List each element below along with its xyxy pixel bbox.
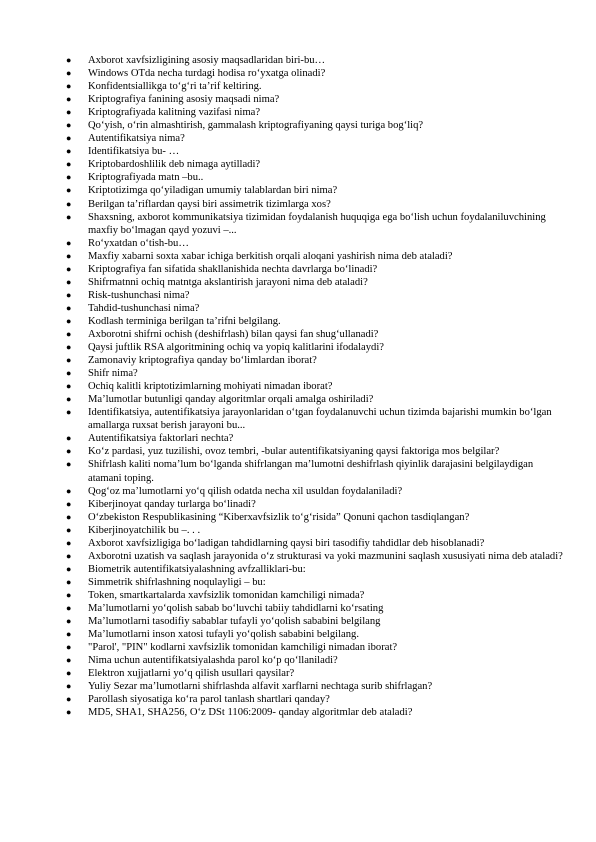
list-item — [68, 380, 568, 393]
list-item — [68, 119, 568, 132]
question-text: Konfidentsiallikga to‘g‘ri ta’rif keltiring. — [88, 81, 262, 93]
list-item — [68, 315, 568, 328]
list-item — [68, 589, 568, 602]
list-item — [68, 54, 568, 67]
question-text: Nima uchun autentifikatsiyalashda parol ko‘p qo‘llaniladi? — [88, 655, 338, 667]
list-item — [68, 354, 568, 367]
bullet-icon: ● — [66, 642, 72, 653]
bullet-icon: ● — [66, 159, 72, 170]
question-text: Kriptografiyada matn –bu.. — [88, 172, 204, 184]
bullet-icon: ● — [66, 342, 72, 353]
bullet-icon: ● — [66, 68, 72, 79]
question-text: Ma’lumotlarni tasodifiy sabablar tufayli yo‘qolish sababini belgilang — [88, 616, 381, 628]
question-text: Shifrlash kaliti noma’lum bo‘lganda shifrlangan ma’lumotni deshifrlash qiyinlik darajasini belgilaydigan atamani toping. — [88, 459, 534, 484]
list-item — [68, 367, 568, 380]
list-item — [68, 237, 568, 250]
list-item — [68, 93, 568, 106]
list-item — [68, 680, 568, 693]
list-item — [68, 667, 568, 680]
bullet-icon: ● — [66, 589, 72, 600]
bullet-icon: ● — [66, 485, 72, 496]
list-item — [68, 302, 568, 315]
list-item — [68, 511, 568, 524]
list-item — [68, 263, 568, 276]
question-text: Axborot xavfsizligining asosiy maqsadlaridan biri-bu… — [88, 55, 326, 66]
bullet-icon: ● — [66, 433, 72, 444]
question-text: Qaysi juftlik RSA algoritmining ochiq va yopiq kalitlarini ifodalaydi? — [88, 342, 384, 354]
question-text: Biometrik autentifikatsiyalashning avfzalliklari-bu: — [88, 563, 306, 575]
list-item — [68, 106, 568, 119]
bullet-icon: ● — [66, 146, 72, 157]
bullet-icon: ● — [66, 629, 72, 640]
question-text: Kriptotizimga qo‘yiladigan umumiy talablardan biri nima? — [88, 185, 338, 197]
list-item — [68, 706, 568, 719]
question-text: Token, smartkartalarda xavfsizlik tomonidan kamchiligi nimada? — [88, 589, 365, 601]
list-item — [68, 406, 568, 432]
bullet-icon: ● — [66, 263, 72, 274]
question-text: Ochiq kalitli kriptotizimlarning mohiyati nimadan iborat? — [88, 381, 333, 393]
question-list — [68, 54, 568, 719]
bullet-icon: ● — [66, 55, 72, 65]
bullet-icon: ● — [66, 120, 72, 131]
bullet-icon: ● — [66, 211, 72, 222]
bullet-icon: ● — [66, 315, 72, 326]
question-text: Kriptobardoshlilik deb nimaga aytilladi? — [88, 159, 261, 171]
question-text: Risk-tushunchasi nima? — [88, 289, 190, 301]
bullet-icon: ● — [66, 368, 72, 379]
bullet-icon: ● — [66, 237, 72, 248]
list-item — [68, 80, 568, 93]
question-text: Maxfiy xabarni soxta xabar ichiga berkitish orqali aloqani yashirish nima deb ataladi? — [88, 250, 453, 262]
bullet-icon: ● — [66, 276, 72, 287]
list-item — [68, 171, 568, 184]
question-text: Identifikatsiya, autentifikatsiya jarayonlaridan o‘tgan foydalanuvchi uchun tizimda bajarishi mumkin bo‘lgan amallarga ruxsat berish jarayoni bu... — [88, 407, 552, 432]
bullet-icon: ● — [66, 94, 72, 105]
list-item — [68, 563, 568, 576]
bullet-icon: ● — [66, 133, 72, 144]
bullet-icon: ● — [66, 707, 72, 718]
question-text: Ma’lumotlar butunligi qanday algoritmlar orqali amalga oshiriladi? — [88, 394, 374, 406]
list-item — [68, 602, 568, 615]
bullet-icon: ● — [66, 602, 72, 613]
question-text: Axborotni uzatish va saqlash jarayonida o‘z strukturasi va yoki mazmunini saqlash xususiyati nima deb ataladi? — [88, 550, 563, 562]
list-item — [68, 485, 568, 498]
bullet-icon: ● — [66, 250, 72, 261]
list-item — [68, 393, 568, 406]
bullet-icon: ● — [66, 498, 72, 509]
list-item — [68, 524, 568, 537]
bullet-icon: ● — [66, 446, 72, 457]
question-text: Autentifikatsiya faktorlari nechta? — [88, 433, 234, 445]
question-text: Qog‘oz ma’lumotlarni yo‘q qilish odatda necha xil usuldan foydalaniladi? — [88, 485, 403, 497]
question-text: Shifrmatnni ochiq matntga akslantirish jarayoni nima deb ataladi? — [88, 276, 368, 288]
bullet-icon: ● — [66, 289, 72, 300]
question-text: Kriptografiyada kalitning vazifasi nima? — [88, 107, 261, 119]
question-text: Kodlash terminiga berilgan ta’rifni belgilang. — [88, 315, 281, 327]
question-text: Kiberjinoyatchilik bu –. . . — [88, 524, 201, 536]
question-text: Parollash siyosatiga ko‘ra parol tanlash shartlari qanday? — [88, 694, 330, 706]
bullet-icon: ● — [66, 302, 72, 313]
bullet-icon: ● — [66, 185, 72, 196]
bullet-icon: ● — [66, 107, 72, 118]
question-text: Shaxsning, axborot kommunikatsiya tizimidan foydalanish huquqiga ega bo‘lish uchun foydalaniluvchining maxfiy bo‘lmagan qayd yozuvi –... — [88, 211, 546, 236]
bullet-icon: ● — [66, 668, 72, 679]
question-text: Elektron xujjatlarni yo‘q qilish usullari qaysilar? — [88, 668, 295, 680]
list-item — [68, 628, 568, 641]
question-text: Ma’lumotlarni inson xatosi tufayli yo‘qolish sababini belgilang. — [88, 629, 359, 641]
question-text: Tahdid-tushunchasi nima? — [88, 302, 200, 314]
question-text: Simmetrik shifrlashning noqulayligi – bu: — [88, 576, 266, 588]
bullet-icon: ● — [66, 576, 72, 587]
list-item — [68, 432, 568, 445]
question-text: Ro‘yxatdan o‘tish-bu… — [88, 237, 189, 249]
question-text: Axborotni shifrni ochish (deshifrlash) bilan qaysi fan shug‘ullanadi? — [88, 328, 379, 340]
list-item — [68, 184, 568, 197]
bullet-icon: ● — [66, 172, 72, 183]
bullet-icon: ● — [66, 694, 72, 705]
list-item — [68, 276, 568, 289]
bullet-icon: ● — [66, 459, 72, 470]
list-item — [68, 498, 568, 511]
bullet-icon: ● — [66, 407, 72, 418]
question-text: O‘zbekiston Respublikasining “Kiberxavfsizlik to‘g‘risida” Qonuni qachon tasdiqlangan? — [88, 511, 470, 523]
bullet-icon: ● — [66, 355, 72, 366]
bullet-icon: ● — [66, 550, 72, 561]
list-item — [68, 537, 568, 550]
list-item — [68, 641, 568, 654]
question-text: Autentifikatsiya nima? — [88, 133, 185, 145]
question-text: Kriptografiya fan sifatida shakllanishida nechta davrlarga bo‘linadi? — [88, 263, 378, 275]
list-item — [68, 158, 568, 171]
bullet-icon: ● — [66, 524, 72, 535]
bullet-icon: ● — [66, 681, 72, 692]
question-text: Kiberjinoyat qanday turlarga bo‘linadi? — [88, 498, 256, 510]
list-item — [68, 458, 568, 484]
question-text: Axborot xavfsizligiga bo‘ladigan tahdidlarning qaysi biri tasodifiy tahdidlar deb hisoblanadi? — [88, 537, 485, 549]
bullet-icon: ● — [66, 616, 72, 627]
question-text: Yuliy Sezar ma’lumotlarni shifrlashda alfavit xarflarni nechtaga surib shifrlagan? — [88, 681, 433, 693]
list-item — [68, 445, 568, 458]
question-text: Ko‘z pardasi, yuz tuzilishi, ovoz tembri, -bular autentifikatsiyaning qaysi faktoriga mos belgilar? — [88, 446, 500, 458]
bullet-icon: ● — [66, 198, 72, 209]
list-item — [68, 250, 568, 263]
bullet-icon: ● — [66, 655, 72, 666]
question-text: Shifr nima? — [88, 368, 138, 380]
question-text: Ma’lumotlarni yo‘qolish sabab bo‘luvchi tabiiy tahdidlarni ko‘rsating — [88, 602, 384, 614]
list-item — [68, 576, 568, 589]
list-item — [68, 341, 568, 354]
bullet-icon: ● — [66, 328, 72, 339]
question-text: Identifikatsiya bu- … — [88, 146, 180, 158]
question-text: MD5, SHA1, SHA256, O‘z DSt 1106:2009- qanday algoritmlar deb ataladi? — [88, 707, 413, 719]
question-text: Kriptografiya fanining asosiy maqsadi nima? — [88, 94, 280, 106]
question-text: Berilgan ta’riflardan qaysi biri assimetrik tizimlarga xos? — [88, 198, 331, 210]
list-item — [68, 615, 568, 628]
list-item — [68, 654, 568, 667]
list-item — [68, 67, 568, 80]
list-item — [68, 211, 568, 237]
list-item — [68, 693, 568, 706]
question-text: Windows OTda necha turdagi hodisa ro‘yxatga olinadi? — [88, 68, 326, 80]
list-item — [68, 328, 568, 341]
question-text: "Parol', "PIN" kodlarni xavfsizlik tomonidan kamchiligi nimadan iborat? — [88, 642, 398, 654]
question-text: Qo‘yish, o‘rin almashtirish, gammalash kriptografiyaning qaysi turiga bog‘liq? — [88, 120, 424, 132]
list-item — [68, 132, 568, 145]
list-item — [68, 198, 568, 211]
bullet-icon: ● — [66, 511, 72, 522]
list-item — [68, 550, 568, 563]
list-item — [68, 145, 568, 158]
list-item — [68, 289, 568, 302]
bullet-icon: ● — [66, 537, 72, 548]
question-text: Zamonaviy kriptografiya qanday bo‘limlardan iborat? — [88, 355, 317, 367]
bullet-icon: ● — [66, 81, 72, 92]
bullet-icon: ● — [66, 394, 72, 405]
bullet-icon: ● — [66, 563, 72, 574]
bullet-icon: ● — [66, 381, 72, 392]
